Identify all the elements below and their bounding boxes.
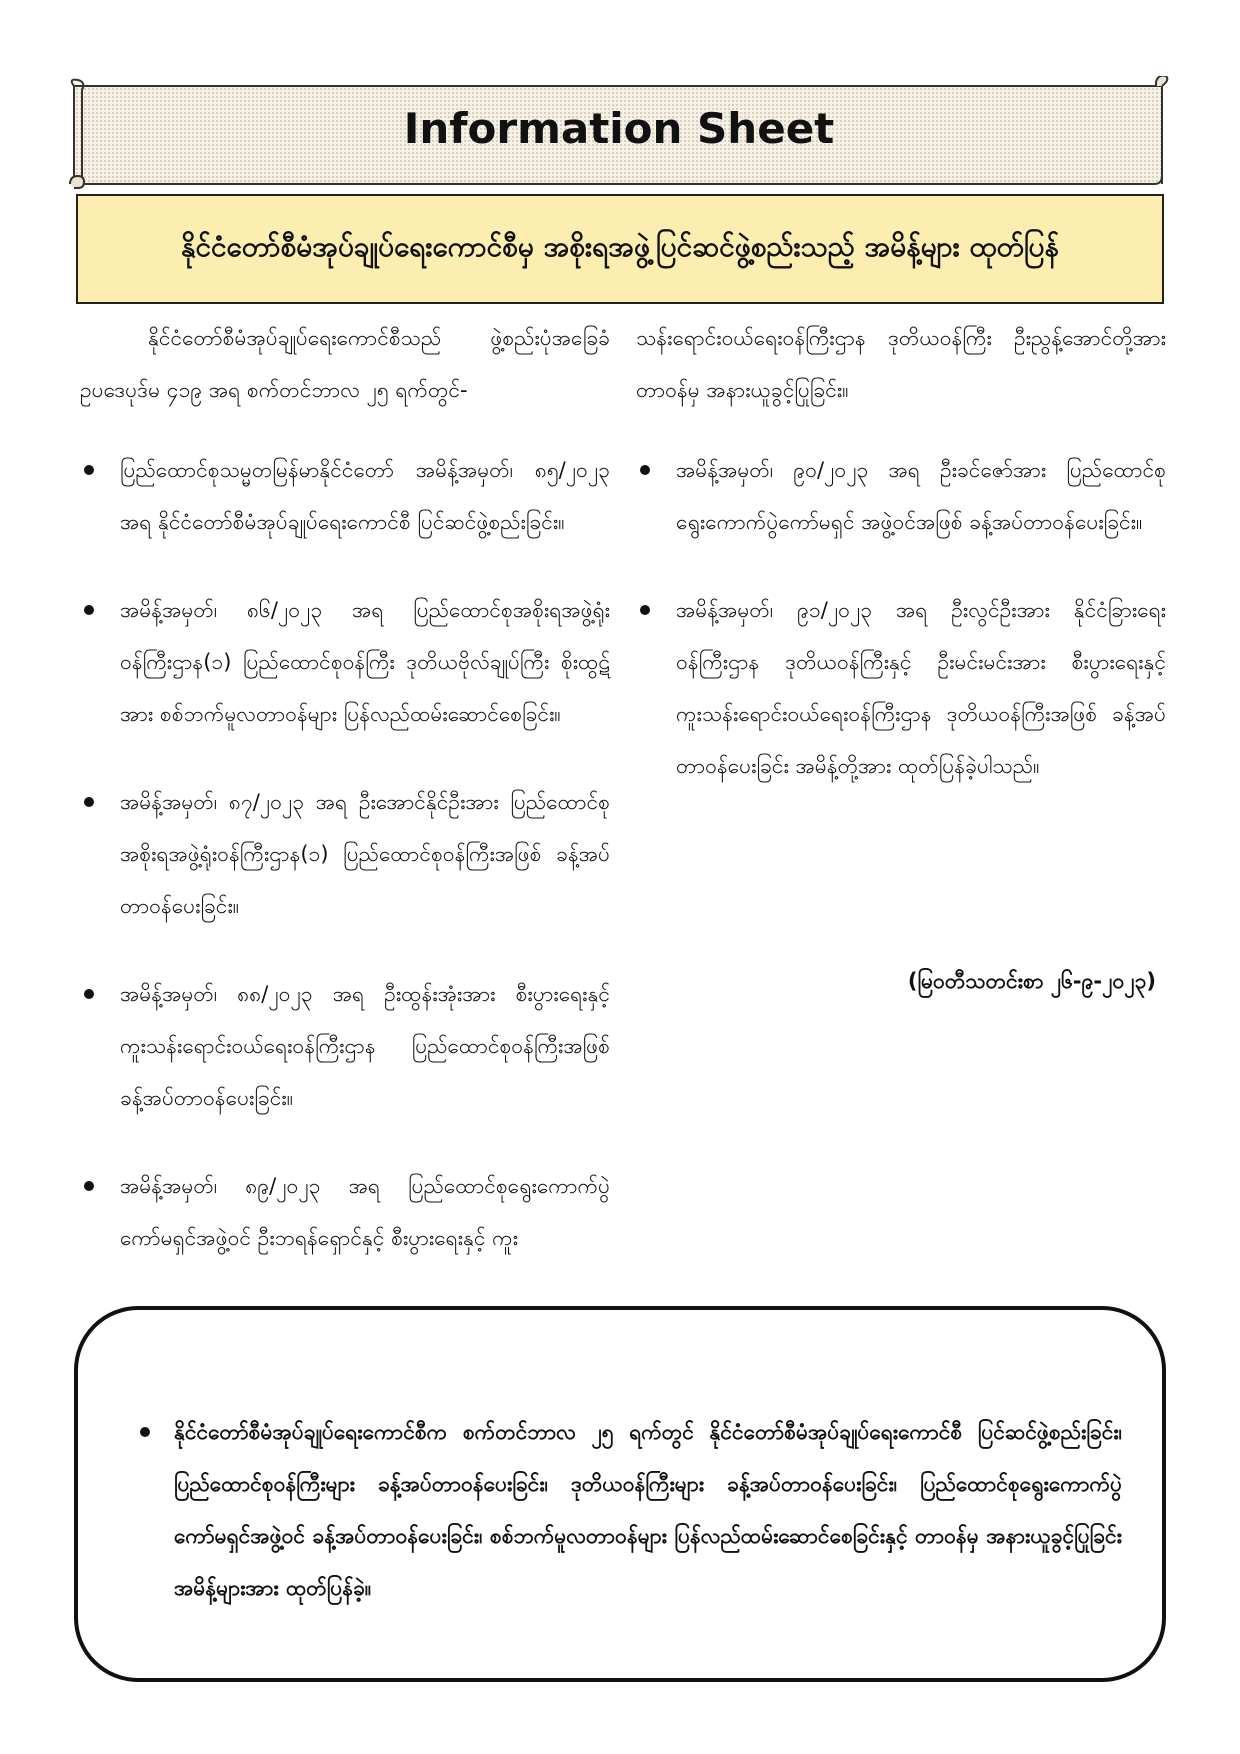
bullet-icon <box>84 1181 94 1191</box>
right-column <box>636 312 1166 828</box>
bullet-icon <box>84 989 94 999</box>
continuation-paragraph: သန်းရောင်းဝယ်ရေးဝန်ကြီးဌာန ဒုတိယဝန်ကြီး ဦးညွန့်အောင်တို့အား တာဝန်မှ အနားယူခွင့်ပြုခြင်း။ <box>636 326 1166 402</box>
list-item-text: အမိန့်အမှတ်၊ ၈၉/၂၀၂၃ အရ ပြည်ထောင်စုရွေးကောက်ပွဲကော်မရှင်အဖွဲ့ဝင် ဦးဘရန်ရှောင်နှင့် စီးပွားရေးနှင့် ကူး <box>120 1174 610 1250</box>
intro-paragraph: နိုင်ငံတော်စီမံအုပ်ချုပ်ရေးကောင်စီသည် ဖွဲ့စည်းပုံအခြေခံဥပဒေပုဒ်မ ၄၁၉ အရ စက်တင်ဘာလ ၂၅ ရက်တွင်- <box>80 326 610 402</box>
title-banner <box>68 76 1170 192</box>
bullet-icon <box>84 605 94 615</box>
list-item <box>80 584 610 740</box>
bullet-icon <box>84 797 94 807</box>
list-item <box>80 968 610 1124</box>
list-item <box>636 584 1166 792</box>
headline-text: နိုင်ငံတော်စီမံအုပ်ချုပ်ရေးကောင်စီမှ အစိုးရအဖွဲ့ပြင်ဆင်ဖွဲ့စည်းသည့် အမိန့်များ ထုတ်ပြန် <box>180 230 1060 263</box>
bullet-icon <box>640 605 650 615</box>
bullet-icon <box>140 1427 150 1437</box>
summary-item <box>136 1406 1122 1614</box>
bullet-icon <box>84 465 94 475</box>
list-item <box>80 444 610 548</box>
list-item-text: အမိန့်အမှတ်၊ ၉၀/၂၀၂၃ အရ ဦးခင်ဇော်အား ပြည်ထောင်စုရွေးကောက်ပွဲကော်မရှင် အဖွဲ့ဝင်အဖြစ် ခန့်အပ်တာဝန်ပေးခြင်း။ <box>676 458 1166 534</box>
headline-box <box>76 194 1164 304</box>
list-item-text: အမိန့်အမှတ်၊ ၈၇/၂၀၂၃ အရ ဦးအောင်နိုင်ဦးအား ပြည်ထောင်စုအစိုးရအဖွဲ့ရုံးဝန်ကြီးဌာန(၁) ပြည်ထောင်စုဝန်ကြီးအဖြစ် ခန့်အပ်တာဝန်ပေးခြင်း။ <box>120 790 610 918</box>
list-item-text: အမိန့်အမှတ်၊ ၈၆/၂၀၂၃ အရ ပြည်ထောင်စုအစိုးရအဖွဲ့ရုံးဝန်ကြီးဌာန(၁) ပြည်ထောင်စုဝန်ကြီး ဒုတိယဗိုလ်ချုပ်ကြီး စိုးထွဋ်အား စစ်ဘက်မူလတာဝန်များ ပြန်လည်ထမ်းဆောင်စေခြင်း။ <box>120 598 610 726</box>
summary-box <box>74 1306 1166 1682</box>
list-item <box>80 776 610 932</box>
page-title: Information Sheet <box>403 104 835 153</box>
list-item-text: ပြည်ထောင်စုသမ္မတမြန်မာနိုင်ငံတော် အမိန့်အမှတ်၊ ၈၅/၂၀၂၃ အရ နိုင်ငံတော်စီမံအုပ်ချုပ်ရေးကောင်စီ ပြင်ဆင်ဖွဲ့စည်းခြင်း။ <box>120 458 610 534</box>
list-item-text: အမိန့်အမှတ်၊ ၈၈/၂၀၂၃ အရ ဦးထွန်းအုံးအား စီးပွားရေးနှင့်ကူးသန်းရောင်းဝယ်ရေးဝန်ကြီးဌာန ပြည်ထောင်စုဝန်ကြီးအဖြစ် ခန့်အပ်တာဝန်ပေးခြင်း။ <box>120 982 610 1110</box>
list-item <box>636 444 1166 548</box>
source-citation: (မြဝတီသတင်းစာ ၂၆-၉-၂၀၂၃) <box>907 969 1156 993</box>
list-item <box>80 1160 610 1264</box>
list-item-text: အမိန့်အမှတ်၊ ၉၁/၂၀၂၃ အရ ဦးလွင်ဦးအား နိုင်ငံခြားရေးဝန်ကြီးဌာန ဒုတိယဝန်ကြီးနှင့် ဦးမင်းမင်းအား စီးပွားရေးနှင့် ကူးသန်းရောင်းဝယ်ရေးဝန်ကြီးဌာန ဒုတိယဝန်ကြီးအဖြစ် ခန့်အပ်တာဝန်ပေးခြင်း အမိန့်တို့အား ထုတ်ပြန်ခဲ့ပါသည်။ <box>676 598 1166 778</box>
summary-text: နိုင်ငံတော်စီမံအုပ်ချုပ်ရေးကောင်စီက စက်တင်ဘာလ ၂၅ ရက်တွင် နိုင်ငံတော်စီမံအုပ်ချုပ်ရေးကောင်စီ ပြင်ဆင်ဖွဲ့စည်းခြင်း၊ ပြည်ထောင်စုဝန်ကြီးများ ခန့်အပ်တာဝန်ပေးခြင်း၊ ဒုတိယဝန်ကြီးများ ခန့်အပ်တာဝန်ပေးခြင်း၊ ပြည်ထောင်စုရွေးကောက်ပွဲကော်မရှင်အဖွဲ့ဝင် ခန့်အပ်တာဝန်ပေးခြင်း၊ စစ်ဘက်မူလတာဝန်များ ပြန်လည်ထမ်းဆောင်စေခြင်းနှင့် တာဝန်မှ အနားယူခွင့်ပြုခြင်း အမိန့်များအား ထုတ်ပြန်ခဲ့။ <box>174 1420 1122 1600</box>
left-column <box>80 312 610 1300</box>
bullet-icon <box>640 465 650 475</box>
